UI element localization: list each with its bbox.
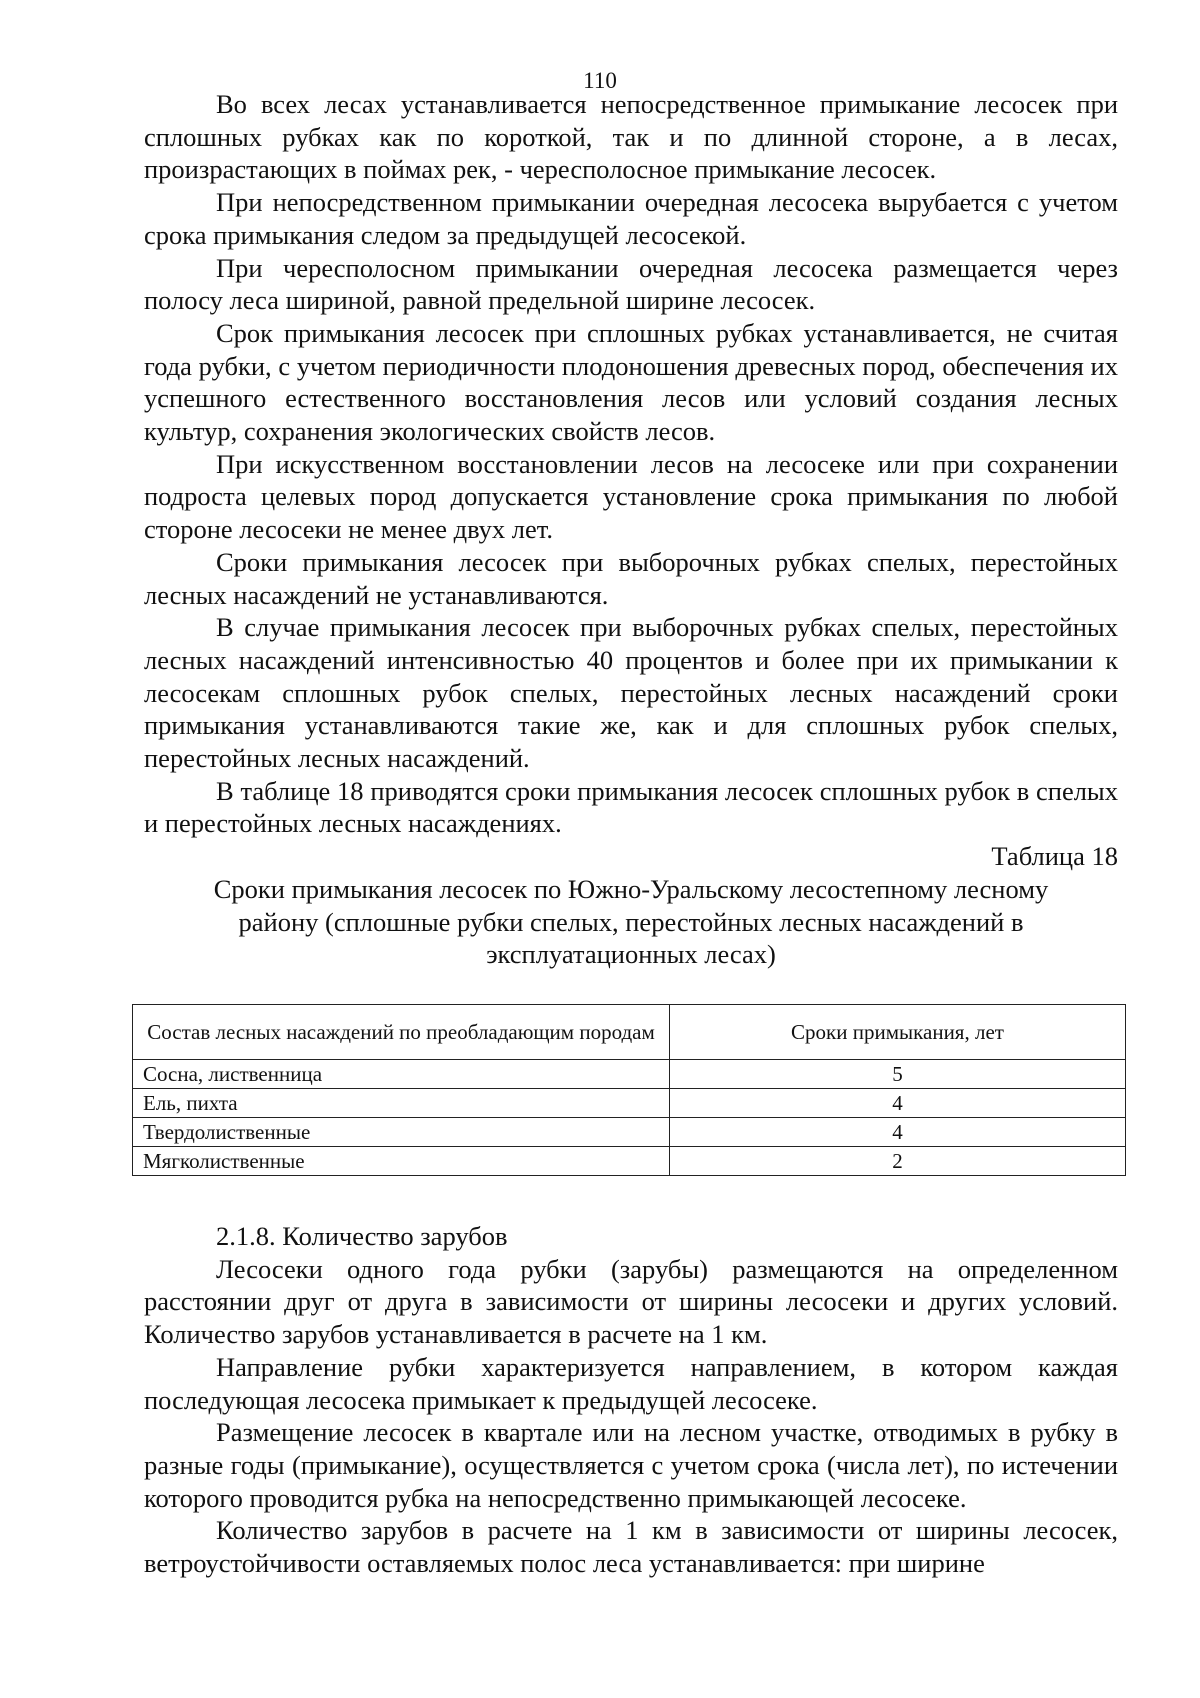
table-row [133,1060,1126,1089]
main-text [144,88,1118,971]
paragraph: При искусственном восстановлении лесов на лесосеке или при сохранении подроста целевых пород допускается установление срока примыкания по любой стороне лесосеки не менее двух лет. [144,448,1118,545]
paragraph: Сроки примыкания лесосек при выборочных рубках спелых, перестойных лесных насаждений не устанавливаются. [144,546,1118,610]
paragraph: В таблице 18 приводятся сроки примыкания лесосек сплошных рубок в спелых и перестойных лесных насаждениях. [144,775,1118,839]
table-cell: Твердолиственные [133,1118,670,1147]
table-cell: 5 [670,1060,1126,1089]
table-cell: Ель, пихта [133,1089,670,1118]
paragraph: Во всех лесах устанавливается непосредственное примыкание лесосек при сплошных рубках как по короткой, так и по длинной стороне, а в лесах, произрастающих в поймах рек, - чересполосное примыкание лесосек. [144,89,1118,185]
table-row [133,1147,1126,1176]
paragraph: Количество зарубов в расчете на 1 км в зависимости от ширины лесосек, ветроустойчивости оставляемых полос леса устанавливается: при ширине [144,1515,1118,1579]
table-row [133,1118,1126,1147]
table-cell: 2 [670,1147,1126,1176]
column-header: Состав лесных насаждений по преобладающим породам [133,1005,670,1060]
section-heading: 2.1.8. Количество зарубов [216,1221,508,1251]
table-cell: 4 [670,1118,1126,1147]
paragraph: Размещение лесосек в квартале или на лесном участке, отводимых в рубку в разные годы (примыкание), осуществляется с учетом срока (числа лет), по истечении которого проводится рубка на непосредственно примыкающей лесосеке. [144,1417,1118,1513]
column-header: Сроки примыкания, лет [670,1005,1126,1060]
table-cell: Сосна, лиственница [133,1060,670,1089]
table-title: Сроки примыкания лесосек по Южно-Уральскому лесостепному лесному району (сплошные рубки спелых, перестойных лесных насаждений в эксплуатационных лесах) [213,873,1049,970]
section-text [144,1220,1118,1580]
paragraph: Срок примыкания лесосек при сплошных рубках устанавливается, не считая года рубки, с учетом периодичности плодоношения древесных пород, обеспечения их успешного естественного восстановления лесов или условий создания лесных культур, сохранения экологических свойств лесов. [144,317,1118,447]
table-caption: Таблица 18 [991,841,1118,872]
table-cell: Мягколиственные [133,1147,670,1176]
paragraph: При непосредственном примыкании очередная лесосека вырубается с учетом срока примыкания следом за предыдущей лесосекой. [144,187,1118,250]
table-row [133,1089,1126,1118]
paragraph: Направление рубки характеризуется направлением, в котором каждая последующая лесосека примыкает к предыдущей лесосеке. [144,1351,1118,1415]
table-header-row [133,1005,1126,1060]
paragraph: При чересполосном примыкании очередная лесосека размещается через полосу леса шириной, равной предельной ширине лесосек. [144,252,1118,316]
page-number: 110 [583,68,617,93]
paragraph: Лесосеки одного года рубки (зарубы) размещаются на определенном расстоянии друг от друга в зависимости от ширины лесосеки и других условий. Количество зарубов устанавливается в расчете на 1 км. [144,1253,1118,1350]
paragraph: В случае примыкания лесосек при выборочных рубках спелых, перестойных лесных насаждений интенсивностью 40 процентов и более при их примыкании к лесосекам сплошных рубок спелых, перестойных лесных насаждений сроки примыкания устанавливаются такие же, как и для сплошных рубок спелых, перестойных лесных насаждений. [144,612,1118,774]
table-cell: 4 [670,1089,1126,1118]
data-table [132,1004,1126,1176]
